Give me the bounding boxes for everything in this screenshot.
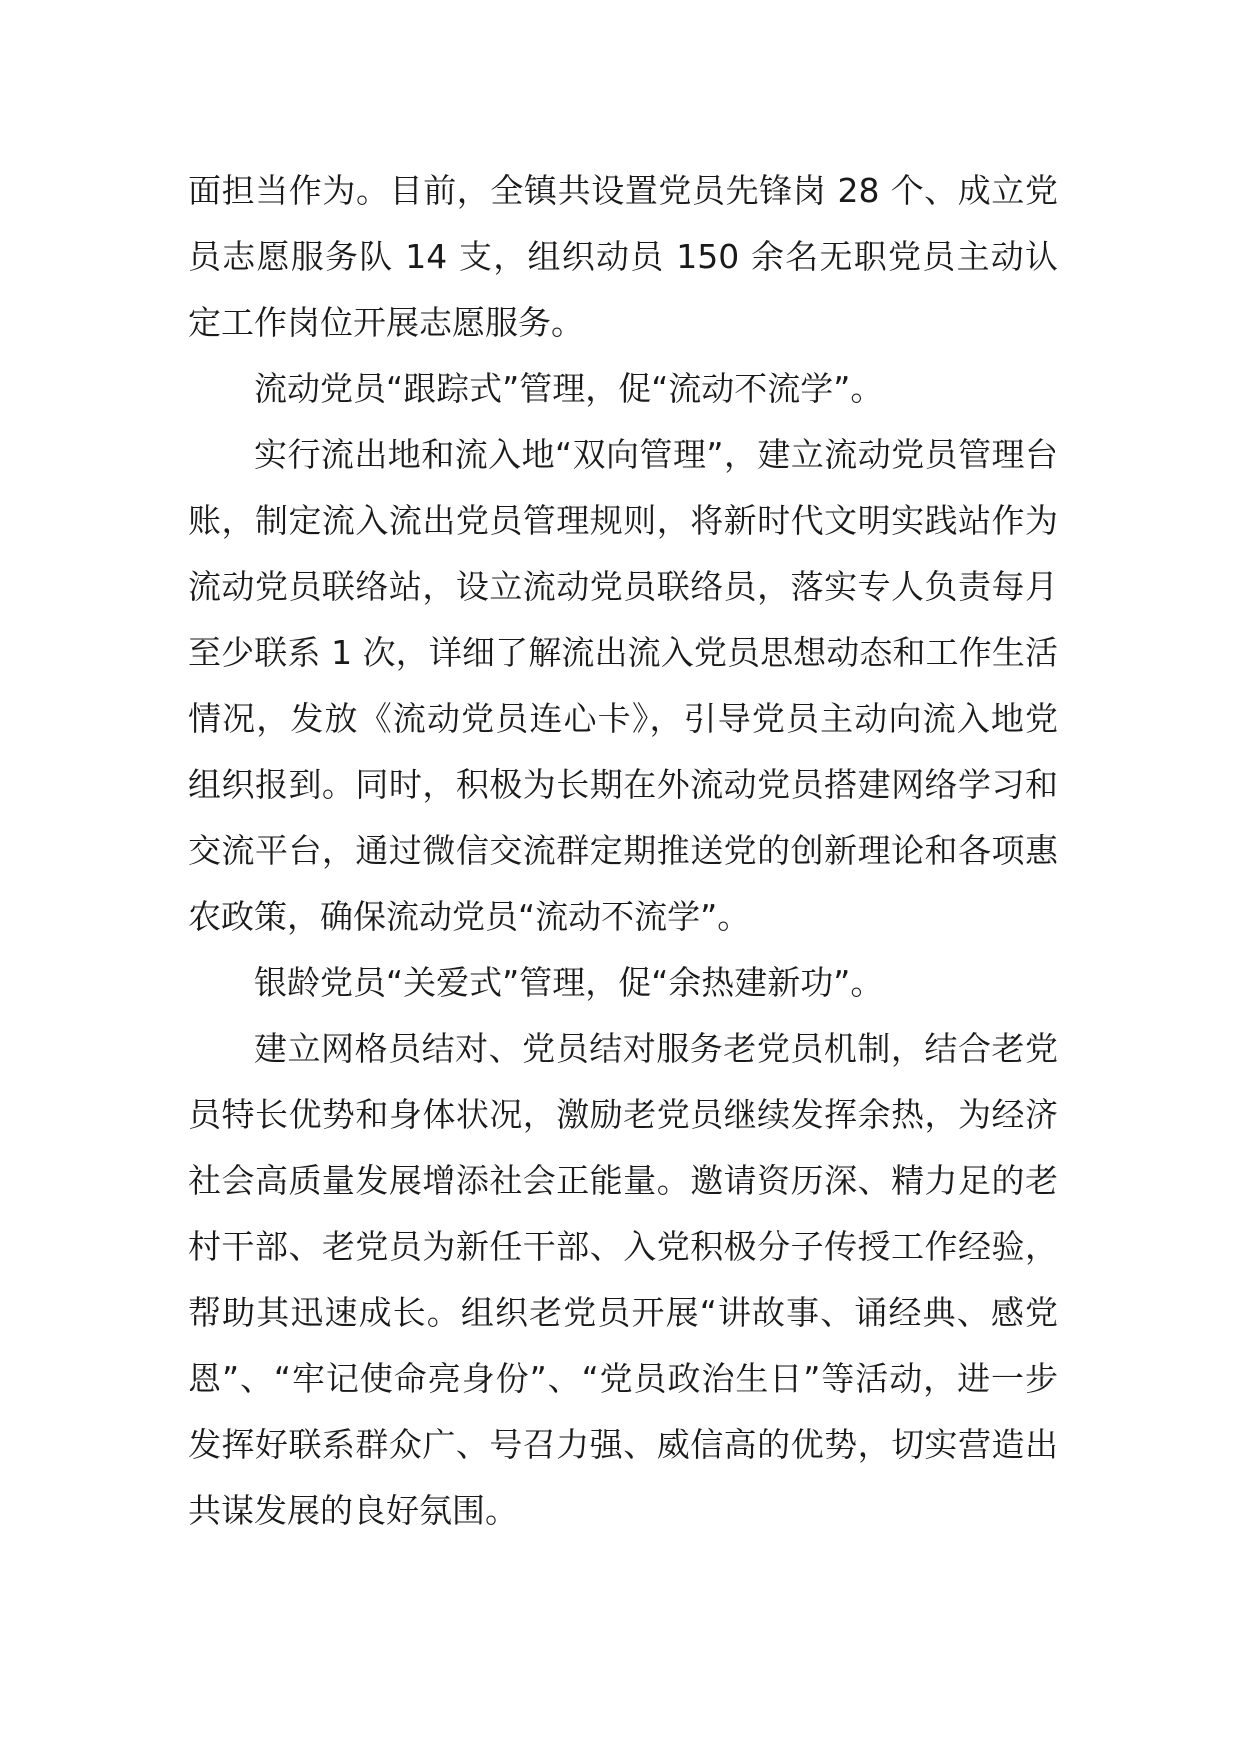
body-text (188, 158, 1058, 1544)
paragraph-continuation: 面担当作为。目前，全镇共设置党员先锋岗 28 个、成立党员志愿服务队 14 支，组织动员 150 余名无职党员主动认定工作岗位开展志愿服务。 (188, 171, 1058, 342)
section-heading-mobile-members: 流动党员“跟踪式”管理，促“流动不流学”。 (254, 369, 884, 408)
paragraph-mobile-members: 实行流出地和流入地“双向管理”，建立流动党员管理台账，制定流入流出党员管理规则，将新时代文明实践站作为流动党员联络站，设立流动党员联络员，落实专人负责每月至少联系 1 次，详细了解流出流入党员思想动态和工作生活情况，发放《流动党员连心卡》，引导党员主动向流入地党组织报到。同时，积极为长期在外流动党员搭建网络学习和交流平台，通过微信交流群定期推送党的创新理论和各项惠农政策，确保流动党员“流动不流学”。 (188, 435, 1058, 936)
paragraph-senior-members: 建立网格员结对、党员结对服务老党员机制，结合老党员特长优势和身体状况，激励老党员继续发挥余热，为经济社会高质量发展增添社会正能量。邀请资历深、精力足的老村干部、老党员为新任干部、入党积极分子传授工作经验，帮助其迅速成长。组织老党员开展“讲故事、诵经典、感党恩”、“牢记使命亮身份”、“党员政治生日”等活动，进一步发挥好联系群众广、号召力强、威信高的优势，切实营造出共谋发展的良好氛围。 (188, 1029, 1058, 1530)
section-heading-senior-members: 银龄党员“关爱式”管理，促“余热建新功”。 (254, 963, 884, 1002)
